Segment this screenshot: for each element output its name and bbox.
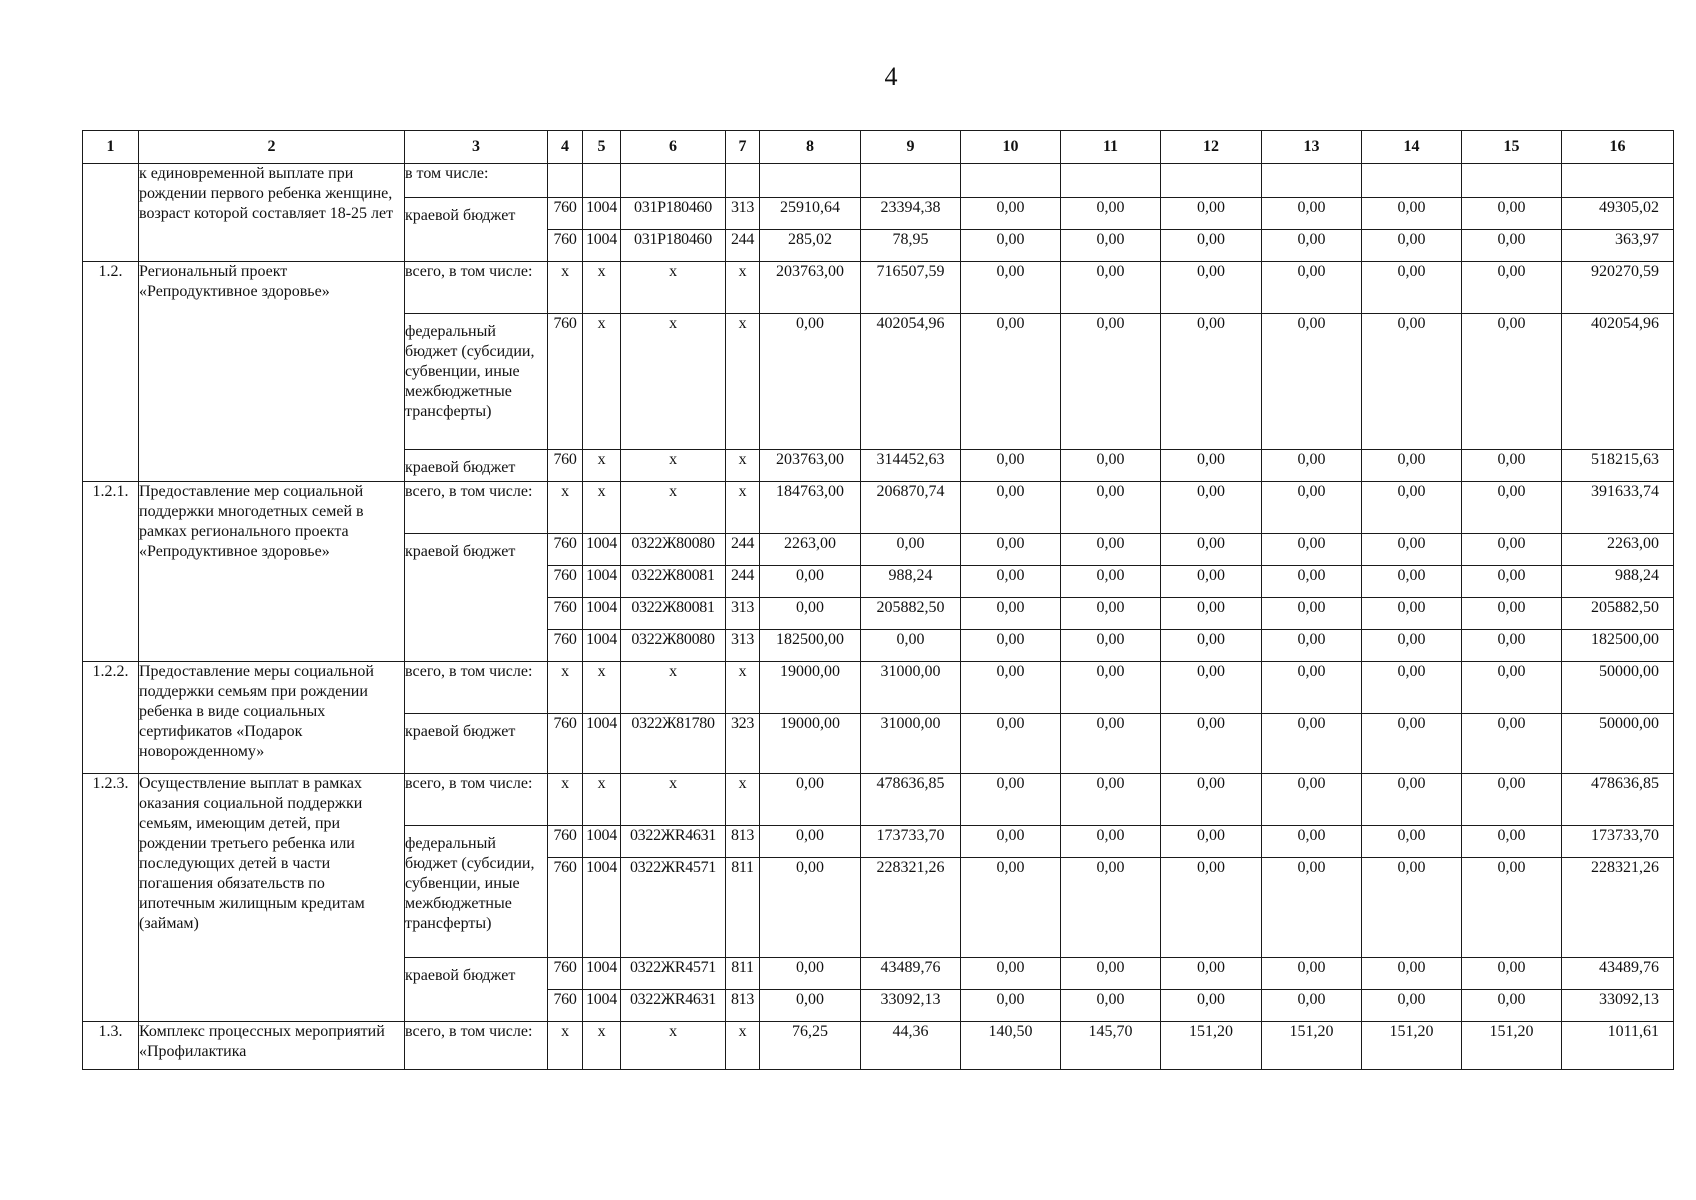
amount-year: 19000,00 xyxy=(760,714,861,774)
amount-year: 151,20 xyxy=(1161,1022,1262,1070)
amount-year: 0,00 xyxy=(961,450,1061,482)
budget-code-c4: x xyxy=(548,482,583,534)
col-header: 9 xyxy=(861,131,961,164)
amount-year: 0,00 xyxy=(1061,714,1161,774)
amount-year: 0,00 xyxy=(961,598,1061,630)
amount-year: 0,00 xyxy=(1262,774,1362,826)
col-header: 6 xyxy=(621,131,726,164)
amount-year xyxy=(1462,164,1562,198)
budget-code-c5: x xyxy=(583,314,621,450)
amount-year: 0,00 xyxy=(1362,566,1462,598)
amount-total: 182500,00 xyxy=(1562,630,1674,662)
budget-code-c5: 1004 xyxy=(583,566,621,598)
col-header: 13 xyxy=(1262,131,1362,164)
amount-year: 203763,00 xyxy=(760,262,861,314)
amount-year: 0,00 xyxy=(760,858,861,958)
amount-year: 0,00 xyxy=(1061,566,1161,598)
amount-year xyxy=(1161,164,1262,198)
col-header: 5 xyxy=(583,131,621,164)
budget-code-c4: 760 xyxy=(548,598,583,630)
item-index: 1.2.3. xyxy=(83,774,139,1022)
budget-code-c5: x xyxy=(583,482,621,534)
amount-total: 402054,96 xyxy=(1562,314,1674,450)
budget-code-c7: x xyxy=(726,450,760,482)
amount-total: 228321,26 xyxy=(1562,858,1674,958)
amount-year: 0,00 xyxy=(760,958,861,990)
amount-year: 0,00 xyxy=(1161,534,1262,566)
budget-code-c6: 031P180460 xyxy=(621,230,726,262)
budget-code-c5: 1004 xyxy=(583,230,621,262)
item-name: Предоставление мер социальной поддержки многодетных семей в рамках регионального проекта «Репродуктивное здоровье» xyxy=(139,482,405,662)
budget-code-c5: 1004 xyxy=(583,714,621,774)
amount-year: 0,00 xyxy=(1262,482,1362,534)
amount-year: 140,50 xyxy=(961,1022,1061,1070)
budget-code-c4: 760 xyxy=(548,534,583,566)
amount-year: 76,25 xyxy=(760,1022,861,1070)
col-header: 8 xyxy=(760,131,861,164)
amount-year: 0,00 xyxy=(1161,262,1262,314)
budget-code-c4: 760 xyxy=(548,990,583,1022)
amount-year: 0,00 xyxy=(1462,990,1562,1022)
amount-total: 363,97 xyxy=(1562,230,1674,262)
amount-year: 0,00 xyxy=(1262,990,1362,1022)
column-number-row xyxy=(83,131,1674,164)
budget-code-c7: 244 xyxy=(726,534,760,566)
amount-year: 0,00 xyxy=(1061,630,1161,662)
amount-year: 0,00 xyxy=(1362,230,1462,262)
amount-year: 203763,00 xyxy=(760,450,861,482)
funding-source: краевой бюджет xyxy=(405,958,548,1022)
amount-total: 391633,74 xyxy=(1562,482,1674,534)
amount-year: 0,00 xyxy=(861,534,961,566)
budget-code-c7: x xyxy=(726,314,760,450)
amount-year: 0,00 xyxy=(1161,482,1262,534)
budget-code-c5: 1004 xyxy=(583,990,621,1022)
budget-code-c4: 760 xyxy=(548,314,583,450)
budget-code-c4: 760 xyxy=(548,858,583,958)
amount-year: 478636,85 xyxy=(861,774,961,826)
amount-year: 78,95 xyxy=(861,230,961,262)
amount-year: 0,00 xyxy=(760,990,861,1022)
budget-code-c6: x xyxy=(621,482,726,534)
amount-year: 0,00 xyxy=(1161,774,1262,826)
amount-year: 0,00 xyxy=(1161,566,1262,598)
amount-year: 0,00 xyxy=(1161,858,1262,958)
budget-code-c6: x xyxy=(621,774,726,826)
amount-year xyxy=(861,164,961,198)
amount-year: 173733,70 xyxy=(861,826,961,858)
amount-year: 402054,96 xyxy=(861,314,961,450)
budget-code-c6: 0322Ж80080 xyxy=(621,630,726,662)
amount-year: 0,00 xyxy=(1462,198,1562,230)
budget-code-c4: x xyxy=(548,662,583,714)
amount-year: 0,00 xyxy=(1061,262,1161,314)
amount-year: 0,00 xyxy=(961,662,1061,714)
budget-code-c6: 0322Ж80081 xyxy=(621,598,726,630)
col-header: 11 xyxy=(1061,131,1161,164)
amount-year: 0,00 xyxy=(1061,450,1161,482)
amount-year: 0,00 xyxy=(1061,958,1161,990)
amount-year: 0,00 xyxy=(1462,598,1562,630)
funding-source: всего, в том числе: xyxy=(405,774,548,826)
funding-source: в том числе: xyxy=(405,164,548,198)
amount-year: 0,00 xyxy=(1262,314,1362,450)
col-header: 15 xyxy=(1462,131,1562,164)
budget-code-c6: x xyxy=(621,450,726,482)
funding-source: краевой бюджет xyxy=(405,198,548,262)
amount-year: 0,00 xyxy=(1462,314,1562,450)
amount-year: 0,00 xyxy=(1462,230,1562,262)
amount-year: 0,00 xyxy=(1161,990,1262,1022)
amount-total: 50000,00 xyxy=(1562,662,1674,714)
amount-year: 145,70 xyxy=(1061,1022,1161,1070)
amount-year: 184763,00 xyxy=(760,482,861,534)
amount-year: 0,00 xyxy=(961,566,1061,598)
amount-year: 0,00 xyxy=(1161,714,1262,774)
amount-year xyxy=(760,164,861,198)
amount-year: 0,00 xyxy=(760,826,861,858)
amount-year: 151,20 xyxy=(1262,1022,1362,1070)
budget-code-c5: x xyxy=(583,1022,621,1070)
amount-year: 0,00 xyxy=(760,314,861,450)
amount-year: 0,00 xyxy=(1362,262,1462,314)
amount-year: 0,00 xyxy=(961,630,1061,662)
amount-year: 33092,13 xyxy=(861,990,961,1022)
amount-year: 0,00 xyxy=(1362,990,1462,1022)
amount-year: 0,00 xyxy=(1061,534,1161,566)
budget-code-c4: 760 xyxy=(548,630,583,662)
amount-year: 0,00 xyxy=(1362,858,1462,958)
col-header: 10 xyxy=(961,131,1061,164)
amount-total: 205882,50 xyxy=(1562,598,1674,630)
amount-year: 0,00 xyxy=(1362,598,1462,630)
amount-year: 0,00 xyxy=(1462,714,1562,774)
budget-code-c6: x xyxy=(621,662,726,714)
amount-total: 33092,13 xyxy=(1562,990,1674,1022)
amount-total xyxy=(1562,164,1674,198)
amount-year: 151,20 xyxy=(1362,1022,1462,1070)
budget-table xyxy=(82,130,1674,1070)
amount-year: 0,00 xyxy=(1161,450,1262,482)
budget-code-c4: 760 xyxy=(548,826,583,858)
funding-source: краевой бюджет xyxy=(405,714,548,774)
amount-year: 206870,74 xyxy=(861,482,961,534)
col-header: 7 xyxy=(726,131,760,164)
budget-code-c7: 813 xyxy=(726,990,760,1022)
amount-year: 0,00 xyxy=(1362,774,1462,826)
item-name: Региональный проект «Репродуктивное здоровье» xyxy=(139,262,405,482)
amount-year: 0,00 xyxy=(760,598,861,630)
amount-total: 50000,00 xyxy=(1562,714,1674,774)
item-index xyxy=(83,164,139,262)
budget-code-c5: 1004 xyxy=(583,534,621,566)
amount-year: 0,00 xyxy=(1462,662,1562,714)
budget-code-c7: 811 xyxy=(726,958,760,990)
col-header: 3 xyxy=(405,131,548,164)
item-name: к единовременной выплате при рождении первого ребенка женщине, возраст которой составляет 18-25 лет xyxy=(139,164,405,262)
budget-code-c5: 1004 xyxy=(583,598,621,630)
amount-year: 0,00 xyxy=(961,990,1061,1022)
budget-code-c5: 1004 xyxy=(583,958,621,990)
budget-code-c6: x xyxy=(621,1022,726,1070)
budget-code-c5: 1004 xyxy=(583,630,621,662)
amount-total: 173733,70 xyxy=(1562,826,1674,858)
amount-year: 31000,00 xyxy=(861,662,961,714)
item-name: Осуществление выплат в рамках оказания социальной поддержки семьям, имеющим детей, при рождении третьего ребенка или последующих детей в части погашения обязательств по ипотечным жилищным кредитам (займам) xyxy=(139,774,405,1022)
amount-year: 0,00 xyxy=(1061,662,1161,714)
funding-source: краевой бюджет xyxy=(405,534,548,662)
budget-code-c4: 760 xyxy=(548,230,583,262)
amount-year: 31000,00 xyxy=(861,714,961,774)
budget-code-c5: 1004 xyxy=(583,858,621,958)
budget-code-c6: 0322ЖR4631 xyxy=(621,826,726,858)
amount-year: 0,00 xyxy=(1161,958,1262,990)
amount-year: 23394,38 xyxy=(861,198,961,230)
budget-code-c4: x xyxy=(548,774,583,826)
budget-code-c5: x xyxy=(583,450,621,482)
table-row xyxy=(83,774,1674,826)
amount-year: 0,00 xyxy=(1161,826,1262,858)
page-number: 4 xyxy=(884,62,898,91)
budget-code-c7: x xyxy=(726,774,760,826)
budget-code-c6: 0322ЖR4571 xyxy=(621,858,726,958)
amount-year: 43489,76 xyxy=(861,958,961,990)
budget-code-c4 xyxy=(548,164,583,198)
amount-year: 228321,26 xyxy=(861,858,961,958)
amount-year: 0,00 xyxy=(1462,482,1562,534)
item-index: 1.2. xyxy=(83,262,139,482)
amount-year: 0,00 xyxy=(1061,314,1161,450)
amount-year: 0,00 xyxy=(760,774,861,826)
amount-year: 0,00 xyxy=(1462,566,1562,598)
amount-year: 0,00 xyxy=(1362,958,1462,990)
amount-year: 0,00 xyxy=(1161,662,1262,714)
amount-year: 0,00 xyxy=(961,826,1061,858)
budget-table-body xyxy=(83,164,1674,1070)
amount-year: 0,00 xyxy=(961,198,1061,230)
amount-total: 49305,02 xyxy=(1562,198,1674,230)
amount-year: 0,00 xyxy=(1262,198,1362,230)
amount-total: 1011,61 xyxy=(1562,1022,1674,1070)
amount-year: 0,00 xyxy=(1161,198,1262,230)
amount-year: 0,00 xyxy=(1462,262,1562,314)
budget-code-c4: 760 xyxy=(548,958,583,990)
amount-year: 19000,00 xyxy=(760,662,861,714)
amount-year: 0,00 xyxy=(1061,858,1161,958)
item-index: 1.3. xyxy=(83,1022,139,1070)
amount-year: 0,00 xyxy=(1362,630,1462,662)
funding-source: федеральный бюджет (субсидии, субвенции, иные межбюджетные трансферты) xyxy=(405,826,548,958)
item-name: Комплекс процессных мероприятий «Профилактика xyxy=(139,1022,405,1070)
budget-code-c6: 0322Ж81780 xyxy=(621,714,726,774)
budget-code-c4: x xyxy=(548,1022,583,1070)
table-row xyxy=(83,662,1674,714)
amount-year: 0,00 xyxy=(1362,662,1462,714)
budget-code-c5: x xyxy=(583,774,621,826)
budget-code-c7: 244 xyxy=(726,566,760,598)
budget-code-c7: x xyxy=(726,1022,760,1070)
amount-year: 0,00 xyxy=(1462,450,1562,482)
amount-year: 0,00 xyxy=(961,262,1061,314)
amount-year: 0,00 xyxy=(1362,714,1462,774)
budget-code-c7: 813 xyxy=(726,826,760,858)
amount-year: 0,00 xyxy=(961,858,1061,958)
amount-year: 0,00 xyxy=(1161,598,1262,630)
amount-year: 0,00 xyxy=(961,958,1061,990)
table-row xyxy=(83,164,1674,198)
amount-year xyxy=(1262,164,1362,198)
table-row xyxy=(83,1022,1674,1070)
amount-year: 0,00 xyxy=(1462,630,1562,662)
col-header: 1 xyxy=(83,131,139,164)
amount-year: 2263,00 xyxy=(760,534,861,566)
amount-total: 478636,85 xyxy=(1562,774,1674,826)
budget-code-c7: x xyxy=(726,662,760,714)
amount-year: 151,20 xyxy=(1462,1022,1562,1070)
amount-year xyxy=(1362,164,1462,198)
amount-year: 0,00 xyxy=(1262,534,1362,566)
amount-year: 0,00 xyxy=(1061,230,1161,262)
budget-code-c6: 0322Ж80080 xyxy=(621,534,726,566)
amount-year: 0,00 xyxy=(861,630,961,662)
budget-code-c5: x xyxy=(583,662,621,714)
funding-source: федеральный бюджет (субсидии, субвенции, иные межбюджетные трансферты) xyxy=(405,314,548,450)
budget-code-c6: x xyxy=(621,314,726,450)
amount-year: 0,00 xyxy=(1462,774,1562,826)
amount-year: 0,00 xyxy=(961,482,1061,534)
col-header: 2 xyxy=(139,131,405,164)
amount-year: 44,36 xyxy=(861,1022,961,1070)
amount-year: 0,00 xyxy=(961,314,1061,450)
budget-code-c4: x xyxy=(548,262,583,314)
amount-year: 0,00 xyxy=(1061,482,1161,534)
amount-year: 0,00 xyxy=(1061,990,1161,1022)
budget-code-c7: 313 xyxy=(726,630,760,662)
amount-year: 285,02 xyxy=(760,230,861,262)
item-index: 1.2.2. xyxy=(83,662,139,774)
amount-total: 920270,59 xyxy=(1562,262,1674,314)
item-index: 1.2.1. xyxy=(83,482,139,662)
amount-year: 0,00 xyxy=(1262,566,1362,598)
amount-total: 2263,00 xyxy=(1562,534,1674,566)
amount-year: 0,00 xyxy=(1462,534,1562,566)
amount-year: 0,00 xyxy=(1061,598,1161,630)
amount-total: 988,24 xyxy=(1562,566,1674,598)
budget-code-c6: x xyxy=(621,262,726,314)
budget-code-c7: x xyxy=(726,482,760,534)
budget-code-c5: 1004 xyxy=(583,198,621,230)
funding-source: всего, в том числе: xyxy=(405,262,548,314)
budget-code-c6: 0322ЖR4631 xyxy=(621,990,726,1022)
budget-code-c7 xyxy=(726,164,760,198)
amount-year: 0,00 xyxy=(1262,958,1362,990)
amount-year: 0,00 xyxy=(760,566,861,598)
budget-code-c4: 760 xyxy=(548,198,583,230)
funding-source: всего, в том числе: xyxy=(405,662,548,714)
amount-year: 0,00 xyxy=(961,534,1061,566)
budget-code-c7: 323 xyxy=(726,714,760,774)
budget-code-c4: 760 xyxy=(548,566,583,598)
amount-year: 0,00 xyxy=(1262,858,1362,958)
col-header: 16 xyxy=(1562,131,1674,164)
budget-code-c5: x xyxy=(583,262,621,314)
budget-code-c7: 313 xyxy=(726,198,760,230)
funding-source: всего, в том числе: xyxy=(405,482,548,534)
amount-year: 314452,63 xyxy=(861,450,961,482)
budget-code-c5: 1004 xyxy=(583,826,621,858)
amount-year: 0,00 xyxy=(1262,630,1362,662)
amount-year: 0,00 xyxy=(1462,826,1562,858)
amount-year: 0,00 xyxy=(1362,198,1462,230)
amount-year: 988,24 xyxy=(861,566,961,598)
amount-year: 0,00 xyxy=(961,774,1061,826)
table-row xyxy=(83,482,1674,534)
amount-year: 0,00 xyxy=(1061,826,1161,858)
budget-code-c6: 0322ЖR4571 xyxy=(621,958,726,990)
col-header: 4 xyxy=(548,131,583,164)
amount-year: 0,00 xyxy=(1262,230,1362,262)
amount-year: 0,00 xyxy=(1362,482,1462,534)
amount-year: 0,00 xyxy=(961,714,1061,774)
amount-year: 0,00 xyxy=(1262,450,1362,482)
amount-year: 0,00 xyxy=(1161,630,1262,662)
table-row xyxy=(83,262,1674,314)
amount-year: 0,00 xyxy=(1262,714,1362,774)
col-header: 12 xyxy=(1161,131,1262,164)
amount-year: 0,00 xyxy=(1262,262,1362,314)
amount-year: 0,00 xyxy=(961,230,1061,262)
amount-total: 518215,63 xyxy=(1562,450,1674,482)
budget-code-c6 xyxy=(621,164,726,198)
amount-year: 0,00 xyxy=(1262,662,1362,714)
item-name: Предоставление меры социальной поддержки семьям при рождении ребенка в виде социальных сертификатов «Подарок новорожденному» xyxy=(139,662,405,774)
amount-year: 0,00 xyxy=(1362,826,1462,858)
amount-year: 0,00 xyxy=(1462,958,1562,990)
amount-year: 0,00 xyxy=(1462,858,1562,958)
funding-source: всего, в том числе: xyxy=(405,1022,548,1070)
funding-source: краевой бюджет xyxy=(405,450,548,482)
amount-year xyxy=(961,164,1061,198)
budget-code-c4: 760 xyxy=(548,714,583,774)
amount-year: 0,00 xyxy=(1362,534,1462,566)
budget-code-c7: 811 xyxy=(726,858,760,958)
amount-year: 0,00 xyxy=(1362,314,1462,450)
budget-code-c7: x xyxy=(726,262,760,314)
budget-code-c7: 313 xyxy=(726,598,760,630)
amount-year: 182500,00 xyxy=(760,630,861,662)
amount-total: 43489,76 xyxy=(1562,958,1674,990)
amount-year xyxy=(1061,164,1161,198)
amount-year: 0,00 xyxy=(1161,314,1262,450)
budget-code-c5 xyxy=(583,164,621,198)
amount-year: 0,00 xyxy=(1262,826,1362,858)
budget-code-c4: 760 xyxy=(548,450,583,482)
amount-year: 25910,64 xyxy=(760,198,861,230)
budget-code-c6: 0322Ж80081 xyxy=(621,566,726,598)
amount-year: 0,00 xyxy=(1061,198,1161,230)
amount-year: 0,00 xyxy=(1161,230,1262,262)
amount-year: 0,00 xyxy=(1362,450,1462,482)
amount-year: 205882,50 xyxy=(861,598,961,630)
budget-code-c7: 244 xyxy=(726,230,760,262)
col-header: 14 xyxy=(1362,131,1462,164)
budget-code-c6: 031P180460 xyxy=(621,198,726,230)
amount-year: 0,00 xyxy=(1262,598,1362,630)
amount-year: 716507,59 xyxy=(861,262,961,314)
amount-year: 0,00 xyxy=(1061,774,1161,826)
